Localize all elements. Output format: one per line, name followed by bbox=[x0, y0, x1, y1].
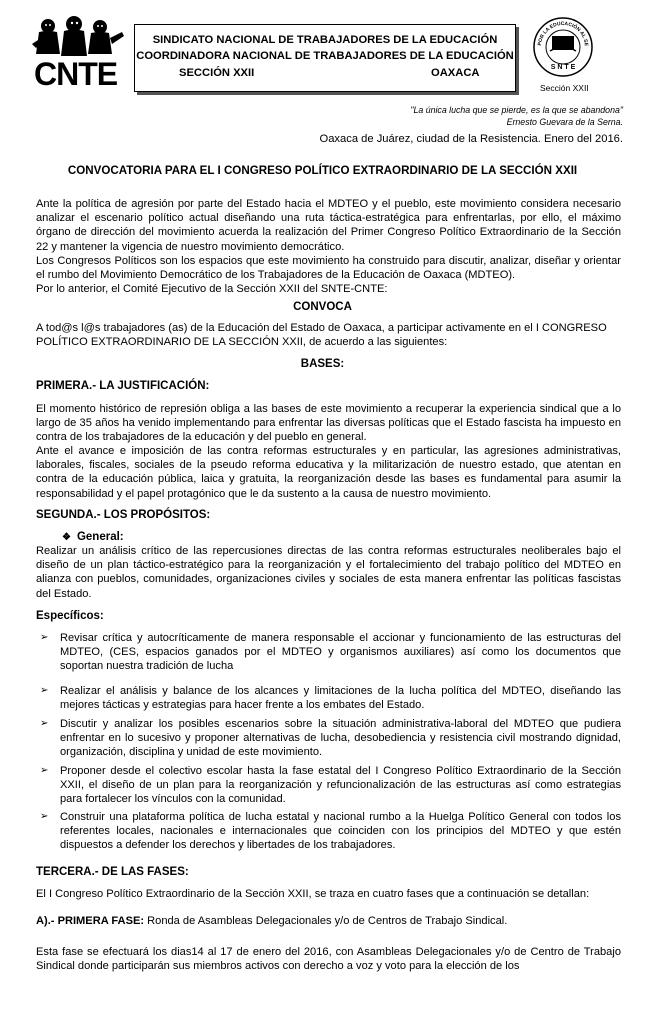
epigraph-author: Ernesto Guevara de la Serna. bbox=[506, 117, 623, 127]
diamond-bullet-icon: ❖ bbox=[62, 532, 71, 543]
header-union-name: SINDICATO NACIONAL DE TRABAJADORES DE LA EDUCACIÓN bbox=[152, 34, 498, 46]
header-seccion: SECCIÓN XXII bbox=[179, 67, 255, 79]
cnte-logo-text: CNTE bbox=[34, 56, 118, 92]
seal-snte-text: S N T E bbox=[550, 64, 576, 71]
general-label: General: bbox=[76, 531, 124, 543]
especifico-text: Construir una plataforma política de lucha estatal y nacional rumbo a la Huelga Político General con todos los referentes locales, nacionales e internacionales que coinciden con los principios del MDTEO y que estén dispuestos a defender los derechos y libertades de los trabajadores. bbox=[60, 811, 621, 852]
intro-paragraph-3: Por lo anterior, el Comité Ejecutivo de la Sección XXII del SNTE-CNTE: bbox=[36, 283, 388, 295]
general-paragraph: Realizar un análisis crítico de las repercusiones directas de las contra reformas estructurales neoliberales bajo el diseño de un plan táctico-estratégico para la reorganización y el fortalecimiento del trabajo político del MDTEO en alianza con pueblos, comunidades, organizaciones civiles y sociales de esta manera enfrentar las políticas fascistas del Estado. bbox=[36, 545, 621, 600]
especifico-item-5 bbox=[40, 810, 621, 853]
especifico-text: Revisar crítica y autocríticamente de manera responsable el accionar y funcionamiento de las estructuras del MDTEO, (CES, espacios ganados por el MDTEO y organismos auxiliares) así como los documentos que soportan nuestra tradición de lucha bbox=[60, 632, 621, 673]
fase-a-description: Esta fase se efectuará los dias14 al 17 de enero del 2016, con Asambleas Delegacionales y/o de Centro de Trabajo Sindical donde participarán sus miembros activos con derecho a voz y voto para la elección de los bbox=[36, 946, 621, 973]
primera-heading: PRIMERA.- LA JUSTIFICACIÓN: bbox=[36, 380, 210, 392]
cnte-logo bbox=[30, 14, 126, 94]
arrow-bullet-icon: ➢ bbox=[40, 765, 49, 776]
especifico-item-3 bbox=[40, 717, 621, 760]
intro-paragraph-2: Los Congresos Políticos son los espacios que este movimiento ha construido para discutir, analizar, diseñar y orientar el rumbo del Movimiento Democrático de los Trabajadores de la Educación de Oaxaca (MDTEO). bbox=[36, 255, 621, 282]
fase-a-title: Ronda de Asambleas Delegacionales y/o de Centros de Trabajo Sindical. bbox=[144, 915, 508, 927]
especifico-item-2 bbox=[40, 684, 621, 712]
document-title: CONVOCATORIA PARA EL I CONGRESO POLÍTICO EXTRAORDINARIO DE LA SECCIÓN XXII bbox=[67, 164, 578, 177]
header-box bbox=[134, 24, 516, 92]
arrow-bullet-icon: ➢ bbox=[40, 811, 49, 822]
especifico-item-4 bbox=[40, 764, 621, 807]
dateline: Oaxaca de Juárez, ciudad de la Resistencia. Enero del 2016. bbox=[319, 133, 623, 145]
tercera-intro: El I Congreso Político Extraordinario de la Sección XXII, se traza en cuatro fases que a continuación se detallan: bbox=[36, 888, 590, 900]
arrow-bullet-icon: ➢ bbox=[40, 685, 49, 696]
seal-caption: Sección XXII bbox=[540, 83, 589, 93]
especifico-item-1 bbox=[40, 631, 621, 674]
seal-ring-text: POR LA EDUCACIÓN AL SE bbox=[537, 20, 590, 47]
segunda-heading: SEGUNDA.- LOS PROPÓSITOS: bbox=[36, 509, 211, 521]
primera-paragraph-1: El momento histórico de represión obliga a las bases de este movimiento a recuperar la experiencia sindical que a lo largo de 35 años ha venido implementando para enfrentar las diversas políticas que el Estado fascista ha impuesto en contra de los trabajadores de la educación y del pueblo en general. bbox=[36, 403, 621, 444]
header-state: OAXACA bbox=[431, 67, 480, 79]
header-coordinadora: COORDINADORA NACIONAL DE TRABAJADORES DE LA EDUCACIÓN bbox=[136, 50, 514, 62]
epigraph-text: "La única lucha que se pierde, es la que se abandona" bbox=[410, 105, 623, 115]
fase-a-row bbox=[36, 914, 621, 928]
tercera-heading: TERCERA.- DE LAS FASES: bbox=[36, 866, 189, 878]
convoca-heading: CONVOCA bbox=[293, 301, 352, 313]
intro-paragraph-1: Ante la política de agresión por parte del Estado hacia el MDTEO y el pueblo, este movimiento considera necesario analizar el escenario político actual diseñando una ruta táctica-estratégica para enfrentarlas, por ello, el máximo órgano de dirección del movimiento acuerda la realización del Primer Congreso Político Extraordinario de la Sección 22 y mantener la vigencia de nuestro movimiento democrático. bbox=[36, 198, 621, 253]
convoca-paragraph: A tod@s l@s trabajadores (as) de la Educación del Estado de Oaxaca, a participar activamente en el I CONGRESO POLÍTICO EXTRAORDINARIO DE LA SECCIÓN XXII, de acuerdo a las siguientes: bbox=[36, 322, 607, 349]
general-label-row bbox=[62, 531, 124, 543]
especificos-label: Específicos: bbox=[36, 610, 104, 622]
arrow-bullet-icon: ➢ bbox=[40, 718, 49, 729]
arrow-bullet-icon: ➢ bbox=[40, 632, 49, 643]
fase-a-label: A).- PRIMERA FASE: bbox=[36, 915, 145, 927]
primera-paragraph-2: Ante el avance e imposición de las contra reformas estructurales y en particular, las agresiones administrativas, laborales, fiscales, sociales de la pseudo reforma educativa y la militarización de nuestro estado, que atentan en contra de la educación pública, laica y gratuita, la reorganización desde las bases es fundamental para asumir la responsabilidad y el papel protagónico que le da sustento a la causa de nuestro movimiento. bbox=[36, 445, 621, 500]
especifico-text: Realizar el análisis y balance de los alcances y limitaciones de la lucha política del MDTEO, diseñando las mejores tácticas y estrategias para hacer frente a los embates del Estado. bbox=[60, 685, 621, 712]
snte-seal-icon bbox=[532, 14, 594, 84]
bases-heading: BASES: bbox=[300, 358, 345, 370]
especifico-text: Proponer desde el colectivo escolar hasta la fase estatal del I Congreso Político Extraordinario de la Sección XXII, el diseño de un plan para la reorganización y refuncionalización de las estructuras así como estrategias para fortalecer los vínculos con la comunidad. bbox=[60, 765, 621, 806]
especifico-text: Discutir y analizar los posibles escenarios sobre la situación administrativa-laboral del MDTEO que pudiera enfrentar en lo sucesivo y proponer alternativas de lucha, desobediencia y resistencia civil mostrando dignidad, organización, disciplina y unidad de este movimiento. bbox=[60, 718, 621, 759]
epigraph bbox=[410, 104, 623, 128]
